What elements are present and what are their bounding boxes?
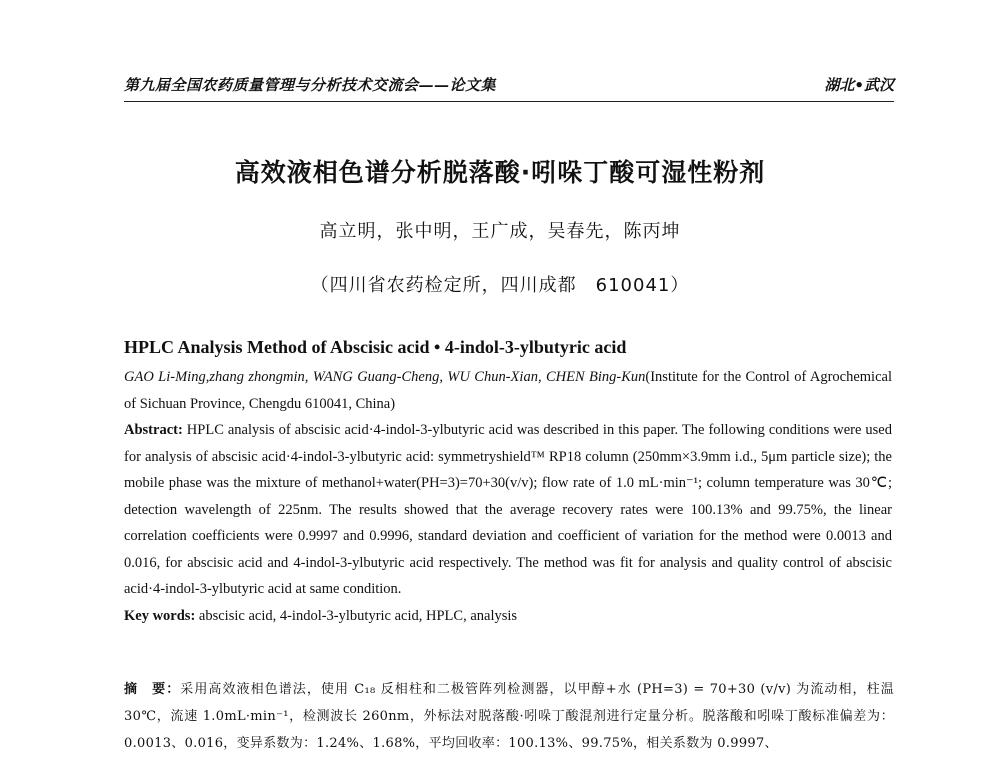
abstract-text: HPLC analysis of abscisic acid·4-indol-3-ylbutyric acid was described in this paper. The following conditions were used for analysis of abscisic acid·4-indol-3-ylbutyric acid: symmetryshield™ RP18 column (250mm×3.9mm i.d., 5μm particle size); the mobile phase was the mixture of methanol+water(PH=3)=70+30(v/v); flow rate of 1.0 mL·min⁻¹; column temperature was 30℃; detection wavelength of 225nm. The results showed that the average recovery rates were 100.13% and 99.75%, the linear correlation coefficients were 0.9997 and 0.9996, standard deviation and coefficient of variation for the method were 0.0013 and 0.016, for abscisic acid and 4-indol-3-ylbutyric acid respectively. The method was fit for analysis and quality control of abscisic acid·4-indol-3-ylbutyric acid at same condition. bbox=[124, 422, 892, 597]
conference-location: 湖北•武汉 bbox=[824, 76, 894, 94]
author-list: 高立明，张中明，王广成，吴春先，陈丙坤 bbox=[319, 221, 681, 242]
header-divider bbox=[124, 101, 894, 102]
chinese-abstract-label: 摘 要： bbox=[124, 682, 181, 697]
english-abstract-block bbox=[124, 364, 892, 629]
paper-title: 高效液相色谱分析脱落酸·吲哚丁酸可湿性粉剂 bbox=[234, 158, 766, 187]
chinese-abstract bbox=[124, 676, 894, 757]
english-title: HPLC Analysis Method of Abscisic acid • 4-indol-3-ylbutyric acid bbox=[124, 337, 627, 357]
keywords-label: Key words: bbox=[124, 607, 196, 624]
english-authors: GAO Li-Ming,zhang zhongmin, WANG Guang-Cheng, WU Chun-Xian, CHEN Bing-Kun bbox=[124, 369, 646, 385]
english-abstract bbox=[124, 417, 892, 603]
chinese-abstract-text: 采用高效液相色谱法，使用 C₁₈ 反相柱和二极管阵列检测器，以甲醇+水 (PH=3) = 70+30 (v/v) 为流动相，柱温 30℃，流速 1.0mL·min⁻¹，检测波长 260nm，外标法对脱落酸·吲哚丁酸混剂进行定量分析。脱落酸和吲哚丁酸标准偏差为：0.0013、0.016，变异系数为：1.24%、1.68%，平均回收率：100.13%、99.75%，相关系数为 0.9997、 bbox=[124, 682, 894, 751]
conference-name: 第九届全国农药质量管理与分析技术交流会——论文集 bbox=[124, 76, 497, 94]
affiliation: （四川省农药检定所，四川成都 610041） bbox=[310, 275, 690, 296]
english-byline bbox=[124, 364, 892, 417]
running-header bbox=[124, 74, 894, 96]
english-keywords bbox=[124, 603, 892, 630]
keywords-text: abscisic acid, 4-indol-3-ylbutyric acid, HPLC, analysis bbox=[195, 607, 518, 624]
english-affiliation: (Institute for the Control of Agrochemical of Sichuan Province, Chengdu 610041, China) bbox=[124, 369, 892, 412]
abstract-label: Abstract: bbox=[124, 422, 183, 438]
